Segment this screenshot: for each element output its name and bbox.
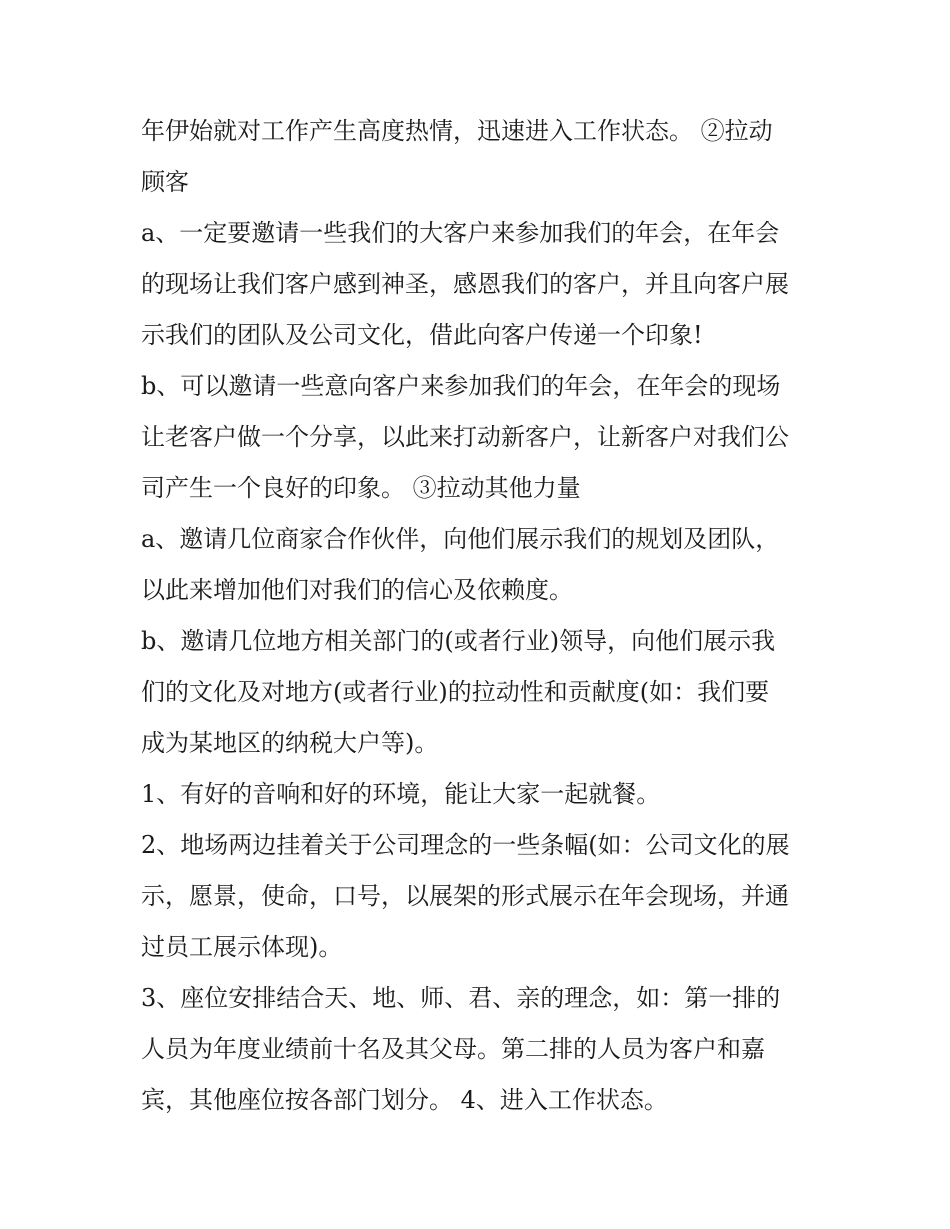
text-line: 示我们的团队及公司文化，借此向客户传递一个印象! [141, 321, 703, 349]
text-line: a、邀请几位商家合作伙伴，向他们展示我们的规划及团队， [141, 525, 780, 553]
text-line: 过员工展示体现)。 [141, 933, 343, 961]
text-line: 1、有好的音响和好的环境，能让大家一起就餐。 [141, 780, 661, 808]
text-line: a、一定要邀请一些我们的大客户来参加我们的年会，在年会 [141, 219, 780, 247]
text-line: 成为某地区的纳税大户等)。 [141, 729, 439, 757]
text-line: 宾，其他座位按各部门划分。 4、进入工作状态。 [141, 1086, 668, 1114]
text-line: 们的文化及对地方(或者行业)的拉动性和贡献度(如：我们要 [141, 678, 770, 706]
text-line: 示，愿景，使命，口号，以展架的形式展示在年会现场，并通 [141, 882, 789, 910]
text-line: 3、座位安排结合天、地、师、君、亲的理念，如：第一排的 [141, 984, 781, 1012]
text-line: 2、地场两边挂着关于公司理念的一些条幅(如：公司文化的展 [141, 831, 790, 859]
text-line: 的现场让我们客户感到神圣，感恩我们的客户，并且向客户展 [141, 270, 789, 298]
text-line: 司产生一个良好的印象。 ③拉动其他力量 [141, 474, 581, 502]
document-body [141, 106, 821, 1126]
text-line: 以此来增加他们对我们的信心及依赖度。 [141, 576, 573, 604]
text-line: 让老客户做一个分享，以此来打动新客户，让新客户对我们公 [141, 423, 789, 451]
text-line: 人员为年度业绩前十名及其父母。第二排的人员为客户和嘉 [141, 1035, 765, 1063]
text-line: 年伊始就对工作产生高度热情，迅速进入工作状态。 ②拉动 [141, 117, 773, 145]
text-line: b、可以邀请一些意向客户来参加我们的年会，在年会的现场 [141, 372, 781, 400]
text-line: b、邀请几位地方相关部门的(或者行业)领导，向他们展示我 [141, 627, 776, 655]
text-line: 顾客 [141, 168, 189, 196]
